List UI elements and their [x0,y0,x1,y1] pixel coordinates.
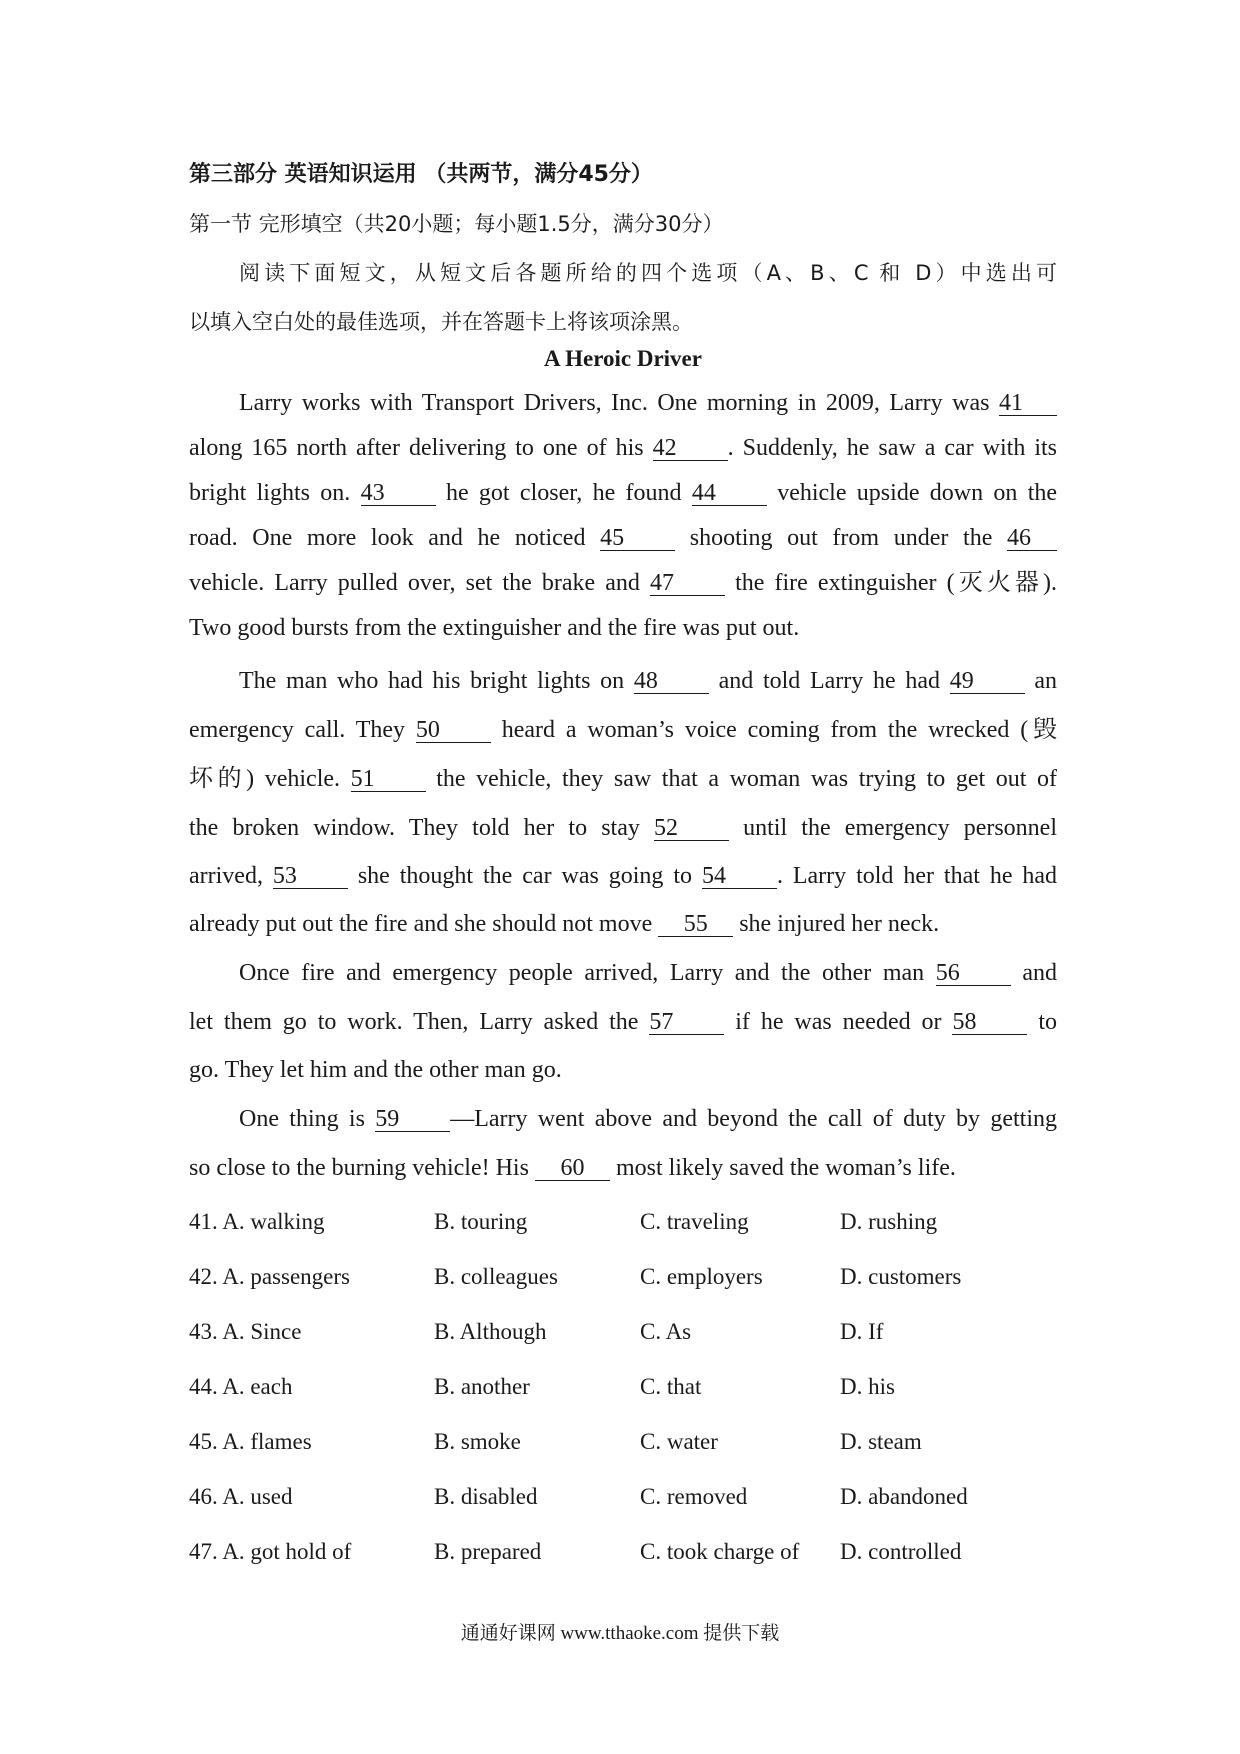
passage-text: if he was needed or [735,1009,942,1035]
passage-line-12 [189,909,1057,939]
passage-text: vehicle upside down on the [777,480,1058,506]
option-d: D. steam [840,1429,922,1454]
passage-text: . Suddenly, he saw a car with its [727,435,1058,461]
blank-42: 42 [653,436,728,461]
blank-54: 54 [702,864,777,889]
passage-line-11 [189,861,1057,891]
passage-line-8 [189,715,1057,745]
passage-text: the fire extinguisher (灭火器). [735,570,1058,596]
blank-53: 53 [273,864,348,889]
passage-text: let them go to work. Then, Larry asked the [189,1009,639,1035]
blank-59: 59 [375,1107,450,1132]
passage-text: already put out the fire and she should not move [189,911,653,937]
passage-text: One thing is [239,1106,365,1132]
question-44 [189,1372,1057,1402]
option-b: B. prepared [434,1539,542,1564]
passage-line-1 [239,388,1057,418]
passage-line-16 [239,1104,1057,1134]
passage-text: bright lights on. [189,480,351,506]
passage-line-4 [189,523,1057,553]
passage-text: go. They let him and the other man go. [189,1057,562,1083]
passage-text: . Larry told her that he had [776,863,1058,889]
blank-46: 46 [1007,526,1057,551]
passage-text: —Larry went above and beyond the call of duty by getting [450,1106,1057,1132]
option-d: D. his [840,1374,895,1399]
passage-line-17 [189,1153,1057,1183]
passage-text: shooting out from under the [689,525,993,551]
blank-58: 58 [952,1010,1027,1035]
passage-line-14 [189,1007,1057,1037]
blank-49: 49 [950,669,1025,694]
passage-line-3 [189,478,1057,508]
blank-44: 44 [692,481,767,506]
option-b: B. colleagues [434,1264,558,1289]
passage-line-9 [189,764,1057,794]
passage-text: the vehicle, they saw that a woman was trying to get out of [436,766,1058,792]
passage-text: and told Larry he had [718,668,940,694]
option-a: 44. A. each [189,1374,293,1399]
blank-57: 57 [649,1010,724,1035]
option-c: C. traveling [640,1209,749,1234]
option-d: D. rushing [840,1209,938,1234]
passage-text: the broken window. They told her to stay [189,815,640,841]
blank-47: 47 [650,571,725,596]
passage-text: The man who had his bright lights on [239,668,625,694]
option-b: B. smoke [434,1429,521,1454]
option-c: C. took charge of [640,1539,800,1564]
option-c: C. As [640,1319,692,1344]
option-a: 46. A. used [189,1484,293,1509]
passage-line-10 [189,813,1057,843]
passage-line-2 [189,433,1057,463]
passage-text: road. One more look and he noticed [189,525,586,551]
option-d: D. controlled [840,1539,962,1564]
passage-text: to [1038,1009,1058,1035]
passage-text: he got closer, he found [445,480,682,506]
question-41 [189,1207,1057,1237]
passage-text: Two good bursts from the extinguisher and the fire was put out. [189,615,800,641]
question-47 [189,1537,1057,1567]
blank-50: 50 [416,718,491,743]
passage-text: she thought the car was going to [357,863,692,889]
option-a: 45. A. flames [189,1429,312,1454]
passage-text: vehicle. Larry pulled over, set the brake and [189,570,640,596]
blank-41: 41 [999,391,1057,416]
option-c: C. removed [640,1484,748,1509]
option-a: 41. A. walking [189,1209,325,1234]
part-title: 第三部分 英语知识运用 （共两节，满分45分） [189,162,653,187]
passage-text: until the emergency personnel [743,815,1058,841]
blank-56: 56 [936,961,1011,986]
blank-43: 43 [361,481,436,506]
option-d: D. If [840,1319,884,1344]
question-45 [189,1427,1057,1457]
option-c: C. employers [640,1264,763,1289]
question-46 [189,1482,1057,1512]
blank-48: 48 [634,669,709,694]
passage-line-15 [189,1055,1057,1085]
option-a: 43. A. Since [189,1319,302,1344]
passage-text: heard a woman’s voice coming from the wrecked (毁 [501,717,1058,743]
question-42 [189,1262,1057,1292]
option-b: B. disabled [434,1484,538,1509]
blank-52: 52 [654,816,729,841]
passage-line-5 [189,568,1057,598]
passage-line-13 [239,958,1057,988]
passage-line-7 [239,666,1057,696]
question-43 [189,1317,1057,1347]
option-d: D. customers [840,1264,962,1289]
blank-60: 60 [535,1156,610,1181]
passage-text: so close to the burning vehicle! His [189,1155,529,1181]
option-c: C. water [640,1429,718,1454]
instruction-line-2: 以填入空白处的最佳选项，并在答题卡上将该项涂黑。 [189,310,693,334]
passage-text: Larry works with Transport Drivers, Inc. One morning in 2009, Larry was [239,390,990,416]
blank-51: 51 [351,767,426,792]
option-b: B. another [434,1374,530,1399]
option-b: B. Although [434,1319,547,1344]
passage-line-6 [189,613,1057,643]
blank-45: 45 [600,526,675,551]
passage-text: arrived, [189,863,263,889]
option-b: B. touring [434,1209,528,1234]
blank-55: 55 [658,912,733,937]
passage-text: Once fire and emergency people arrived, Larry and the other man [239,960,925,986]
passage-title: A Heroic Driver [544,346,702,371]
option-a: 47. A. got hold of [189,1539,352,1564]
passage-text: along 165 north after delivering to one of his [189,435,644,461]
footer-download-note: 通通好课网 www.tthaoke.com 提供下载 [460,1623,780,1644]
option-c: C. that [640,1374,702,1399]
option-d: D. abandoned [840,1484,968,1509]
passage-text: 坏的) vehicle. [189,766,341,792]
section-title: 第一节 完形填空（共20小题；每小题1.5分，满分30分） [189,212,724,236]
passage-text: most likely saved the woman’s life. [615,1155,956,1181]
passage-text: she injured her neck. [739,911,940,937]
passage-text: and [1022,960,1058,986]
passage-text: emergency call. They [189,717,406,743]
option-a: 42. A. passengers [189,1264,350,1289]
instruction-line-1: 阅读下面短文，从短文后各题所给的四个选项（A、B、C 和 D）中选出可 [239,261,1057,285]
passage-text: an [1034,668,1058,694]
